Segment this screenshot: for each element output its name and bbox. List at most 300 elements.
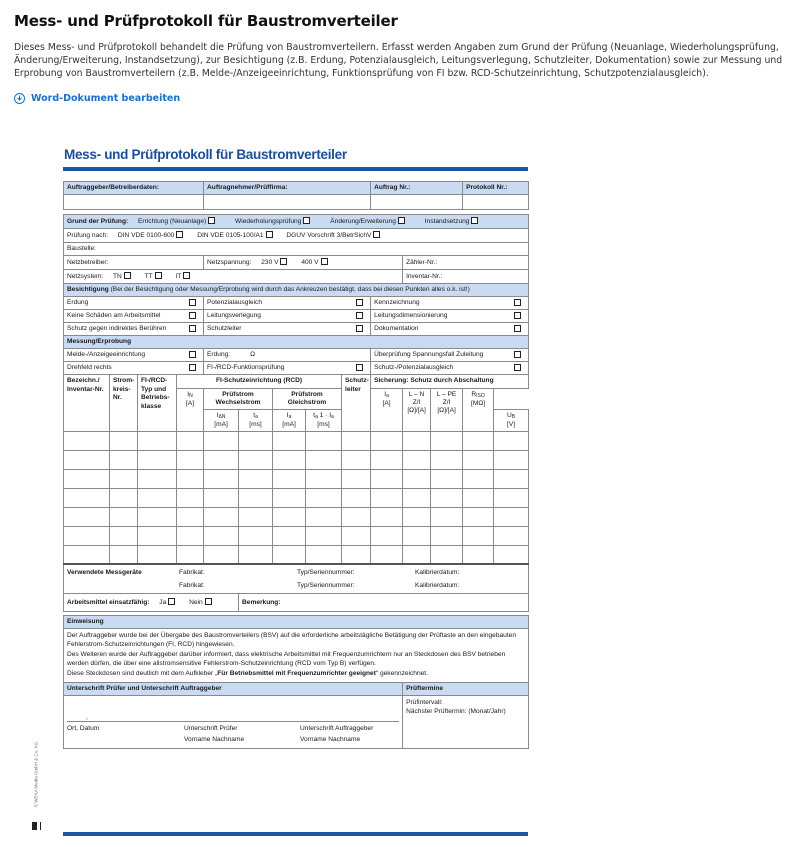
measurement-cell[interactable] xyxy=(204,507,239,526)
checkbox[interactable] xyxy=(205,598,212,605)
document-top-rule xyxy=(63,167,528,171)
measurement-cell[interactable] xyxy=(273,469,306,488)
measurement-cell[interactable] xyxy=(371,469,403,488)
measurement-cell[interactable] xyxy=(494,507,529,526)
fabrikat-field[interactable] xyxy=(176,565,294,580)
measurement-cell[interactable] xyxy=(239,545,273,564)
besichtigung-item-label: Kennzeichnung xyxy=(374,299,420,306)
measurement-cell[interactable] xyxy=(64,545,110,564)
netzbetreiber-field[interactable] xyxy=(64,256,204,270)
pruefung-nach-row xyxy=(64,229,529,243)
netzsystem-option-label: TT xyxy=(144,273,153,280)
measurement-cell[interactable] xyxy=(371,450,403,469)
messung-item xyxy=(204,362,371,375)
pruefer-label: Unterschrift Prüfer xyxy=(184,724,238,732)
measurement-cell[interactable] xyxy=(177,469,204,488)
besichtigung-note: (Bei der Besichtigung oder Messung/Erprobung wird durch das Ankreuzen bestätigt, dass bei diesen Punkten alles o.k. ist!) xyxy=(110,286,470,293)
measurement-cell[interactable] xyxy=(64,526,110,545)
measurement-cell[interactable] xyxy=(239,507,273,526)
grund-option-label: Errichtung (Neuanlage) xyxy=(138,218,207,225)
netzspannung-label: Netzspannung: xyxy=(207,259,252,266)
measurement-cell[interactable] xyxy=(273,431,306,450)
baustelle-label: Baustelle: xyxy=(67,245,96,252)
besichtigung-item xyxy=(64,310,204,323)
measurement-cell[interactable] xyxy=(463,488,494,507)
checkbox[interactable] xyxy=(514,299,521,306)
typ-field[interactable] xyxy=(294,565,412,580)
measurement-cell[interactable] xyxy=(463,545,494,564)
measurement-row xyxy=(64,507,529,526)
measurement-cell[interactable] xyxy=(138,545,177,564)
messung-item-label: Überprüfung Spannungsfall Zuleitung xyxy=(374,351,484,358)
checkbox[interactable] xyxy=(321,258,328,265)
netzbetreiber-label: Netzbetreiber: xyxy=(67,258,109,266)
auftraggeber-sign-label: Unterschrift Auftraggeber xyxy=(300,724,374,732)
measurement-cell[interactable] xyxy=(110,507,138,526)
messgeraete-section xyxy=(64,564,529,594)
besichtigung-item xyxy=(371,323,529,336)
measurement-cell[interactable] xyxy=(64,450,110,469)
besichtigung-title: Besichtigung xyxy=(67,286,109,293)
checkbox[interactable] xyxy=(176,231,183,238)
nein-label: Nein xyxy=(189,599,203,606)
measurement-cell[interactable] xyxy=(431,469,463,488)
bemerkung-label: Bemerkung: xyxy=(242,598,281,606)
measurement-cell[interactable] xyxy=(431,507,463,526)
measurement-cell[interactable] xyxy=(403,469,431,488)
col-ta-unit: [ms] xyxy=(249,420,262,428)
einweisung-p3 xyxy=(67,670,525,679)
measurement-cell[interactable] xyxy=(204,526,239,545)
col-in xyxy=(177,388,204,431)
prueftermine-header: Prüftermine xyxy=(403,682,529,695)
col-stromkreis: Strom-kreis-Nr. xyxy=(110,375,138,432)
measurement-cell[interactable] xyxy=(342,469,371,488)
besichtigung-item-label: Schutz gegen indirektes Berühren xyxy=(67,325,167,332)
einweisung-header: Einweisung xyxy=(64,616,529,629)
col-ta-sub: a xyxy=(255,413,258,420)
measurement-cell[interactable] xyxy=(431,431,463,450)
measurement-cell[interactable] xyxy=(177,488,204,507)
besichtigung-item xyxy=(371,310,529,323)
checkbox[interactable] xyxy=(189,312,196,319)
checkbox[interactable] xyxy=(471,217,478,224)
measurement-cell[interactable] xyxy=(431,488,463,507)
col-ta2 xyxy=(306,409,342,431)
col-ia xyxy=(371,388,403,431)
col-ta2-suffix-sub: a xyxy=(331,413,334,420)
col-riso-unit: [MΩ] xyxy=(471,399,486,407)
spannung-option-label: 400 V xyxy=(301,259,319,266)
download-icon xyxy=(14,93,25,104)
col-in-unit: [A] xyxy=(185,399,195,407)
col-riso-sub: ISO xyxy=(476,392,485,399)
measurement-cell[interactable] xyxy=(204,488,239,507)
measurement-cell[interactable] xyxy=(273,450,306,469)
measurement-cell[interactable] xyxy=(306,488,342,507)
measurement-cell[interactable] xyxy=(273,488,306,507)
measurement-cell[interactable] xyxy=(463,507,494,526)
checkbox[interactable] xyxy=(189,351,196,358)
zaehler-nr-label: Zähler-Nr.: xyxy=(406,258,438,266)
checkbox[interactable] xyxy=(514,312,521,319)
messung-item-label: Melde-/Anzeigeeinrichtung xyxy=(67,351,146,358)
einweisung-text xyxy=(64,629,529,683)
measurement-cell[interactable] xyxy=(463,450,494,469)
measurement-cell[interactable] xyxy=(177,450,204,469)
col-ln-title: L – N xyxy=(408,390,425,398)
besichtigung-item xyxy=(204,323,371,336)
measurement-cell[interactable] xyxy=(273,507,306,526)
grund-option-label: Änderung/Erweiterung xyxy=(330,218,396,225)
col-ub-sub: B xyxy=(511,413,516,420)
measurement-cell[interactable] xyxy=(463,431,494,450)
document-title: Mess- und Prüfprotokoll für Baustromverteiler xyxy=(64,147,347,162)
measurement-cell[interactable] xyxy=(494,526,529,545)
pruefung-nach-label: Prüfung nach: xyxy=(67,232,109,239)
measurement-cell[interactable] xyxy=(138,431,177,450)
measurement-cell[interactable] xyxy=(306,431,342,450)
messung-item-label: Drehfeld rechts xyxy=(67,364,112,371)
checkbox[interactable] xyxy=(514,325,521,332)
norm-option-label: DIN VDE 0100-600 xyxy=(117,232,175,239)
auftragnehmer-field[interactable] xyxy=(204,195,371,210)
measurement-cell[interactable] xyxy=(177,507,204,526)
besichtigung-item-label: Erdung xyxy=(67,299,89,306)
col-ta2-unit: [ms] xyxy=(317,420,330,428)
measurement-cell[interactable] xyxy=(342,526,371,545)
measurement-cell[interactable] xyxy=(342,488,371,507)
measurement-cell[interactable] xyxy=(403,450,431,469)
measurement-cell[interactable] xyxy=(431,450,463,469)
col-ub-unit: [V] xyxy=(507,420,516,428)
measurement-row xyxy=(64,450,529,469)
measurement-cell[interactable] xyxy=(306,450,342,469)
measurement-cell[interactable] xyxy=(204,545,239,564)
measurement-cell[interactable] xyxy=(494,488,529,507)
checkbox[interactable] xyxy=(183,272,190,279)
measurement-cell[interactable] xyxy=(403,488,431,507)
einweisung-p3-end: “ gekennzeichnet. xyxy=(375,670,428,678)
ort-datum-label: Ort, Datum xyxy=(67,724,100,732)
besichtigung-header xyxy=(64,284,529,297)
measurement-cell[interactable] xyxy=(342,431,371,450)
measurement-cell[interactable] xyxy=(110,545,138,564)
measurement-cell[interactable] xyxy=(494,545,529,564)
measurement-cell[interactable] xyxy=(110,431,138,450)
col-idn xyxy=(204,409,239,431)
checkbox[interactable] xyxy=(514,351,521,358)
col-ln xyxy=(403,388,431,431)
col-ub xyxy=(494,409,529,431)
netzsystem-cell xyxy=(64,270,403,284)
besichtigung-item xyxy=(64,297,204,310)
checkbox[interactable] xyxy=(280,258,287,265)
besichtigung-item xyxy=(204,310,371,323)
ohm-unit: Ω xyxy=(250,351,256,358)
typ-label: Typ/Seriennummer: xyxy=(297,569,355,576)
measurement-cell[interactable] xyxy=(342,450,371,469)
measurement-cell[interactable] xyxy=(177,545,204,564)
protocol-document xyxy=(63,147,528,749)
measurement-cell[interactable] xyxy=(371,431,403,450)
measurement-cell[interactable] xyxy=(239,488,273,507)
netzspannung-cell xyxy=(204,256,403,270)
einweisung-p3-start: Diese Steckdosen sind deutlich mit dem Aufkleber „ xyxy=(67,670,218,678)
document-bottom-rule xyxy=(63,832,528,836)
unterschrift-area[interactable] xyxy=(64,695,403,748)
col-ia2-unit: [mA] xyxy=(282,420,296,428)
measurement-row xyxy=(64,488,529,507)
col-ta xyxy=(239,409,273,431)
col-ia2 xyxy=(273,409,306,431)
auftraggeber-field[interactable] xyxy=(64,195,204,210)
col-ia2-symbol: I xyxy=(286,411,289,419)
inventar-nr-field[interactable] xyxy=(403,270,529,284)
measurement-cell[interactable] xyxy=(463,469,494,488)
col-lpe-unit: [Ω]/[A] xyxy=(437,406,456,414)
bemerkung-field[interactable] xyxy=(239,594,529,612)
measurement-cell[interactable] xyxy=(138,450,177,469)
col-ia-unit: [A] xyxy=(382,399,391,407)
measurement-cell[interactable] xyxy=(371,526,403,545)
col-bezeichnung: Bezeichn./ Inventar-Nr. xyxy=(64,375,110,432)
copyright-note xyxy=(30,738,40,818)
erdung-messwert[interactable] xyxy=(204,349,371,362)
col-ln-unit: [Ω]/[A] xyxy=(407,406,426,414)
measurement-cell[interactable] xyxy=(239,526,273,545)
kalibrier-field[interactable] xyxy=(412,565,528,580)
col-riso xyxy=(463,388,494,431)
measurement-cell[interactable] xyxy=(494,450,529,469)
measurement-cell[interactable] xyxy=(371,488,403,507)
besichtigung-item xyxy=(371,297,529,310)
measurement-row xyxy=(64,431,529,450)
besichtigung-item xyxy=(64,323,204,336)
checkbox[interactable] xyxy=(398,217,405,224)
typ-field[interactable] xyxy=(294,580,412,593)
measurement-cell[interactable] xyxy=(463,526,494,545)
measurement-cell[interactable] xyxy=(138,507,177,526)
col-idn-sub: ΔN xyxy=(218,413,226,420)
protokoll-nr-field[interactable] xyxy=(463,195,529,210)
measurement-cell[interactable] xyxy=(494,469,529,488)
measurement-row xyxy=(64,545,529,564)
baustelle-field[interactable] xyxy=(64,243,529,256)
checkbox[interactable] xyxy=(514,364,521,371)
erdung-label: Erdung: xyxy=(207,351,231,358)
pruefer-name-label: Vorname Nachname xyxy=(184,735,245,743)
col-fi-schutz: FI-Schutzeinrichtung (RCD) xyxy=(177,375,342,389)
measurement-cell[interactable] xyxy=(342,507,371,526)
measurement-cell[interactable] xyxy=(371,507,403,526)
pruefintervall-label: Prüfintervall: xyxy=(406,698,443,706)
checkbox[interactable] xyxy=(356,312,363,319)
besichtigung-item-label: Keine Schäden am Arbeitsmittel xyxy=(67,312,161,319)
checkbox[interactable] xyxy=(356,299,363,306)
measurement-cell[interactable] xyxy=(403,507,431,526)
col-gleichstrom: Prüfstrom Gleichstrom xyxy=(273,388,342,409)
measurement-cell[interactable] xyxy=(64,469,110,488)
measurement-cell[interactable] xyxy=(494,431,529,450)
checkbox[interactable] xyxy=(124,272,131,279)
typ-label: Typ/Seriennummer: xyxy=(297,582,355,589)
checkbox[interactable] xyxy=(189,364,196,371)
page-title: Mess- und Prüfprotokoll für Baustromverteiler xyxy=(14,12,398,30)
col-sicherung: Sicherung: Schutz durch Abschaltung xyxy=(371,375,529,389)
measurement-cell[interactable] xyxy=(64,431,110,450)
copyright-text: © WEKA Media GmbH & Co. KG xyxy=(33,741,39,808)
netzsystem-option-label: TN xyxy=(113,273,122,280)
besichtigung-item xyxy=(204,297,371,310)
checkbox[interactable] xyxy=(208,217,215,224)
messung-item xyxy=(64,349,204,362)
netzsystem-option-label: IT xyxy=(175,273,182,280)
measurement-cell[interactable] xyxy=(138,526,177,545)
besichtigung-item-label: Schutzleiter xyxy=(207,325,242,332)
inventar-nr-label: Inventar-Nr.: xyxy=(406,272,443,280)
fabrikat-label: Fabrikat: xyxy=(179,582,205,589)
kalibrier-label: Kalibrierdatum: xyxy=(415,569,460,576)
kalibrier-field[interactable] xyxy=(412,580,528,593)
measurement-cell[interactable] xyxy=(403,545,431,564)
col-ta-symbol: t xyxy=(253,411,256,419)
messgeraete-label: Verwendete Messgeräte xyxy=(67,569,142,576)
besichtigung-item-label: Dokumentation xyxy=(374,325,419,332)
checkbox[interactable] xyxy=(168,598,175,605)
checkbox[interactable] xyxy=(356,364,363,371)
messung-item-label: Schutz-/Potenzialausgleich xyxy=(374,364,454,371)
auftraggeber-name-label: Vorname Nachname xyxy=(300,735,361,743)
measurement-cell[interactable] xyxy=(110,488,138,507)
zaehler-nr-field[interactable] xyxy=(403,256,529,270)
checkbox[interactable] xyxy=(189,299,196,306)
einweisung-p2: Des Weiteren wurde der Auftraggeber darüber informiert, dass elektrische Arbeitsmittel mit Frequenzumrichtern nur an Steckdosen des BSV betrieben werden dürfen, die über eine allstromsensitive Fehlerstrom-Schutzeinrichtung (RCD vom Typ B) verfügen. xyxy=(67,651,506,667)
einsatz-cell xyxy=(64,594,239,612)
checkbox[interactable] xyxy=(155,272,162,279)
measurement-cell[interactable] xyxy=(138,469,177,488)
measurement-cell[interactable] xyxy=(273,545,306,564)
measurement-cell[interactable] xyxy=(138,488,177,507)
messung-item xyxy=(371,362,529,375)
measurement-cell[interactable] xyxy=(403,431,431,450)
measurement-cell[interactable] xyxy=(177,431,204,450)
col-in-symbol: I xyxy=(187,390,190,398)
measurement-cell[interactable] xyxy=(239,431,273,450)
measurement-cell[interactable] xyxy=(239,469,273,488)
checkbox[interactable] xyxy=(303,217,310,224)
auftraggeber-label: Auftraggeber/Betreiberdaten: xyxy=(64,182,204,195)
measurement-cell[interactable] xyxy=(204,469,239,488)
measurement-cell[interactable] xyxy=(371,545,403,564)
checkbox[interactable] xyxy=(356,325,363,332)
checkbox[interactable] xyxy=(266,231,273,238)
naechster-termin-label: Nächster Prüftermin: (Monat/Jahr) xyxy=(406,707,506,715)
unterschrift-header: Unterschrift Prüfer und Unterschrift Auftraggeber xyxy=(64,682,403,695)
col-ta2-suffix: 1 · I xyxy=(319,411,332,419)
col-lpe-sub: Z/I xyxy=(442,398,451,406)
measurement-cell[interactable] xyxy=(403,526,431,545)
col-ub-symbol: U xyxy=(507,411,512,419)
measurement-cell[interactable] xyxy=(204,431,239,450)
measurement-rows xyxy=(64,431,529,564)
einweisung-p3-sticker: Für Betriebsmittel mit Frequenzumrichter geeignet xyxy=(217,670,376,678)
grund-label: Grund der Prüfung: xyxy=(67,218,129,225)
page-description: Dieses Mess- und Prüfprotokoll behandelt die Prüfung von Baustromverteilern. Erfasst werden Angaben zum Grund der Prüfung (Neuanlage, Wiederholungsprüfung, Änderung/Erweiterung, Instandsetzung), zur Besichtigung (z.B. Erdung, Potenzialausgleich, Leitungsverlegung, Schutzleiter, Dokumentation) sowie zur Messung und Erprobung von Baustromverteilern (z.B. Melde-/Anzeigeeinrichtung, Funktionsprüfung von FI bzw. RCD-Schutzeinrichtung, Schutzpotenzialausgleich). xyxy=(14,42,783,79)
comma-mark: , xyxy=(86,713,88,721)
measurement-cell[interactable] xyxy=(204,450,239,469)
measurement-cell[interactable] xyxy=(64,488,110,507)
publisher-mark-icon xyxy=(32,822,40,830)
measurement-cell[interactable] xyxy=(64,507,110,526)
auftragnehmer-label: Auftragnehmer/Prüffirma: xyxy=(204,182,371,195)
grund-option-label: Wiederholungsprüfung xyxy=(235,218,302,225)
measurement-cell[interactable] xyxy=(306,545,342,564)
col-idn-unit: [mA] xyxy=(214,420,228,428)
measurement-cell[interactable] xyxy=(306,526,342,545)
messung-item xyxy=(64,362,204,375)
einsatz-label: Arbeitsmittel einsatzfähig: xyxy=(67,599,150,606)
protokoll-nr-label: Protokoll Nr.: xyxy=(463,182,529,195)
measurement-cell[interactable] xyxy=(110,450,138,469)
einweisung-p1: Der Auftraggeber wurde bei der Übergabe des Baustromverteilers (BSV) auf die erforderliche arbeitstägliche Betätigung der Prüftaste an den eingebauten Fehlerstrom-Schutzeinrichtungen (FI, RCD) hingewiesen. xyxy=(67,632,517,648)
measurement-cell[interactable] xyxy=(306,469,342,488)
col-ta2-sub: a xyxy=(315,413,318,420)
checkbox[interactable] xyxy=(189,325,196,332)
measurement-cell[interactable] xyxy=(177,526,204,545)
spannung-option-label: 230 V xyxy=(261,259,279,266)
col-fi-typ: FI-/RCD-Typ und Betriebs-klasse xyxy=(138,375,177,432)
col-ia-symbol: I xyxy=(384,390,387,398)
measurement-row xyxy=(64,469,529,488)
measurement-cell[interactable] xyxy=(273,526,306,545)
measurement-cell[interactable] xyxy=(431,526,463,545)
measurement-cell[interactable] xyxy=(239,450,273,469)
checkbox[interactable] xyxy=(373,231,380,238)
col-schutzleiter: Schutz-leiter xyxy=(342,375,371,432)
messung-item xyxy=(371,349,529,362)
measurement-cell[interactable] xyxy=(431,545,463,564)
col-ia-sub: a xyxy=(386,392,389,399)
ja-label: Ja xyxy=(159,599,167,606)
messung-header: Messung/Erprobung xyxy=(64,336,529,349)
col-wechselstrom: Prüfstrom Wechselstrom xyxy=(204,388,273,409)
measurement-cell[interactable] xyxy=(306,507,342,526)
measurement-cell[interactable] xyxy=(110,469,138,488)
measurement-cell[interactable] xyxy=(342,545,371,564)
col-idn-symbol: I xyxy=(216,411,219,419)
col-in-sub: N xyxy=(189,392,193,399)
measurement-cell[interactable] xyxy=(110,526,138,545)
col-ta2-symbol: t xyxy=(313,411,316,419)
netzsystem-label: Netzsystem: xyxy=(67,273,104,280)
norm-option-label: DGUV Vorschrift 3/BetrSichV xyxy=(286,232,372,239)
protocol-form xyxy=(63,181,529,749)
besichtigung-item-label: Leitungsverlegung xyxy=(207,312,261,319)
norm-option-label: DIN VDE 0105-100/A1 xyxy=(197,232,264,239)
edit-word-document-link[interactable] xyxy=(14,93,180,104)
col-ia2-sub: a xyxy=(288,413,292,420)
col-ln-sub: Z/I xyxy=(412,398,421,406)
fabrikat-field[interactable] xyxy=(176,580,294,593)
measurement-row xyxy=(64,526,529,545)
auftrag-nr-field[interactable] xyxy=(371,195,463,210)
prueftermine-area[interactable] xyxy=(403,695,529,748)
fabrikat-label: Fabrikat: xyxy=(179,569,205,576)
auftrag-nr-label: Auftrag Nr.: xyxy=(371,182,463,195)
edit-word-document-label: Word-Dokument bearbeiten xyxy=(31,93,181,104)
col-riso-symbol: R xyxy=(471,390,477,398)
